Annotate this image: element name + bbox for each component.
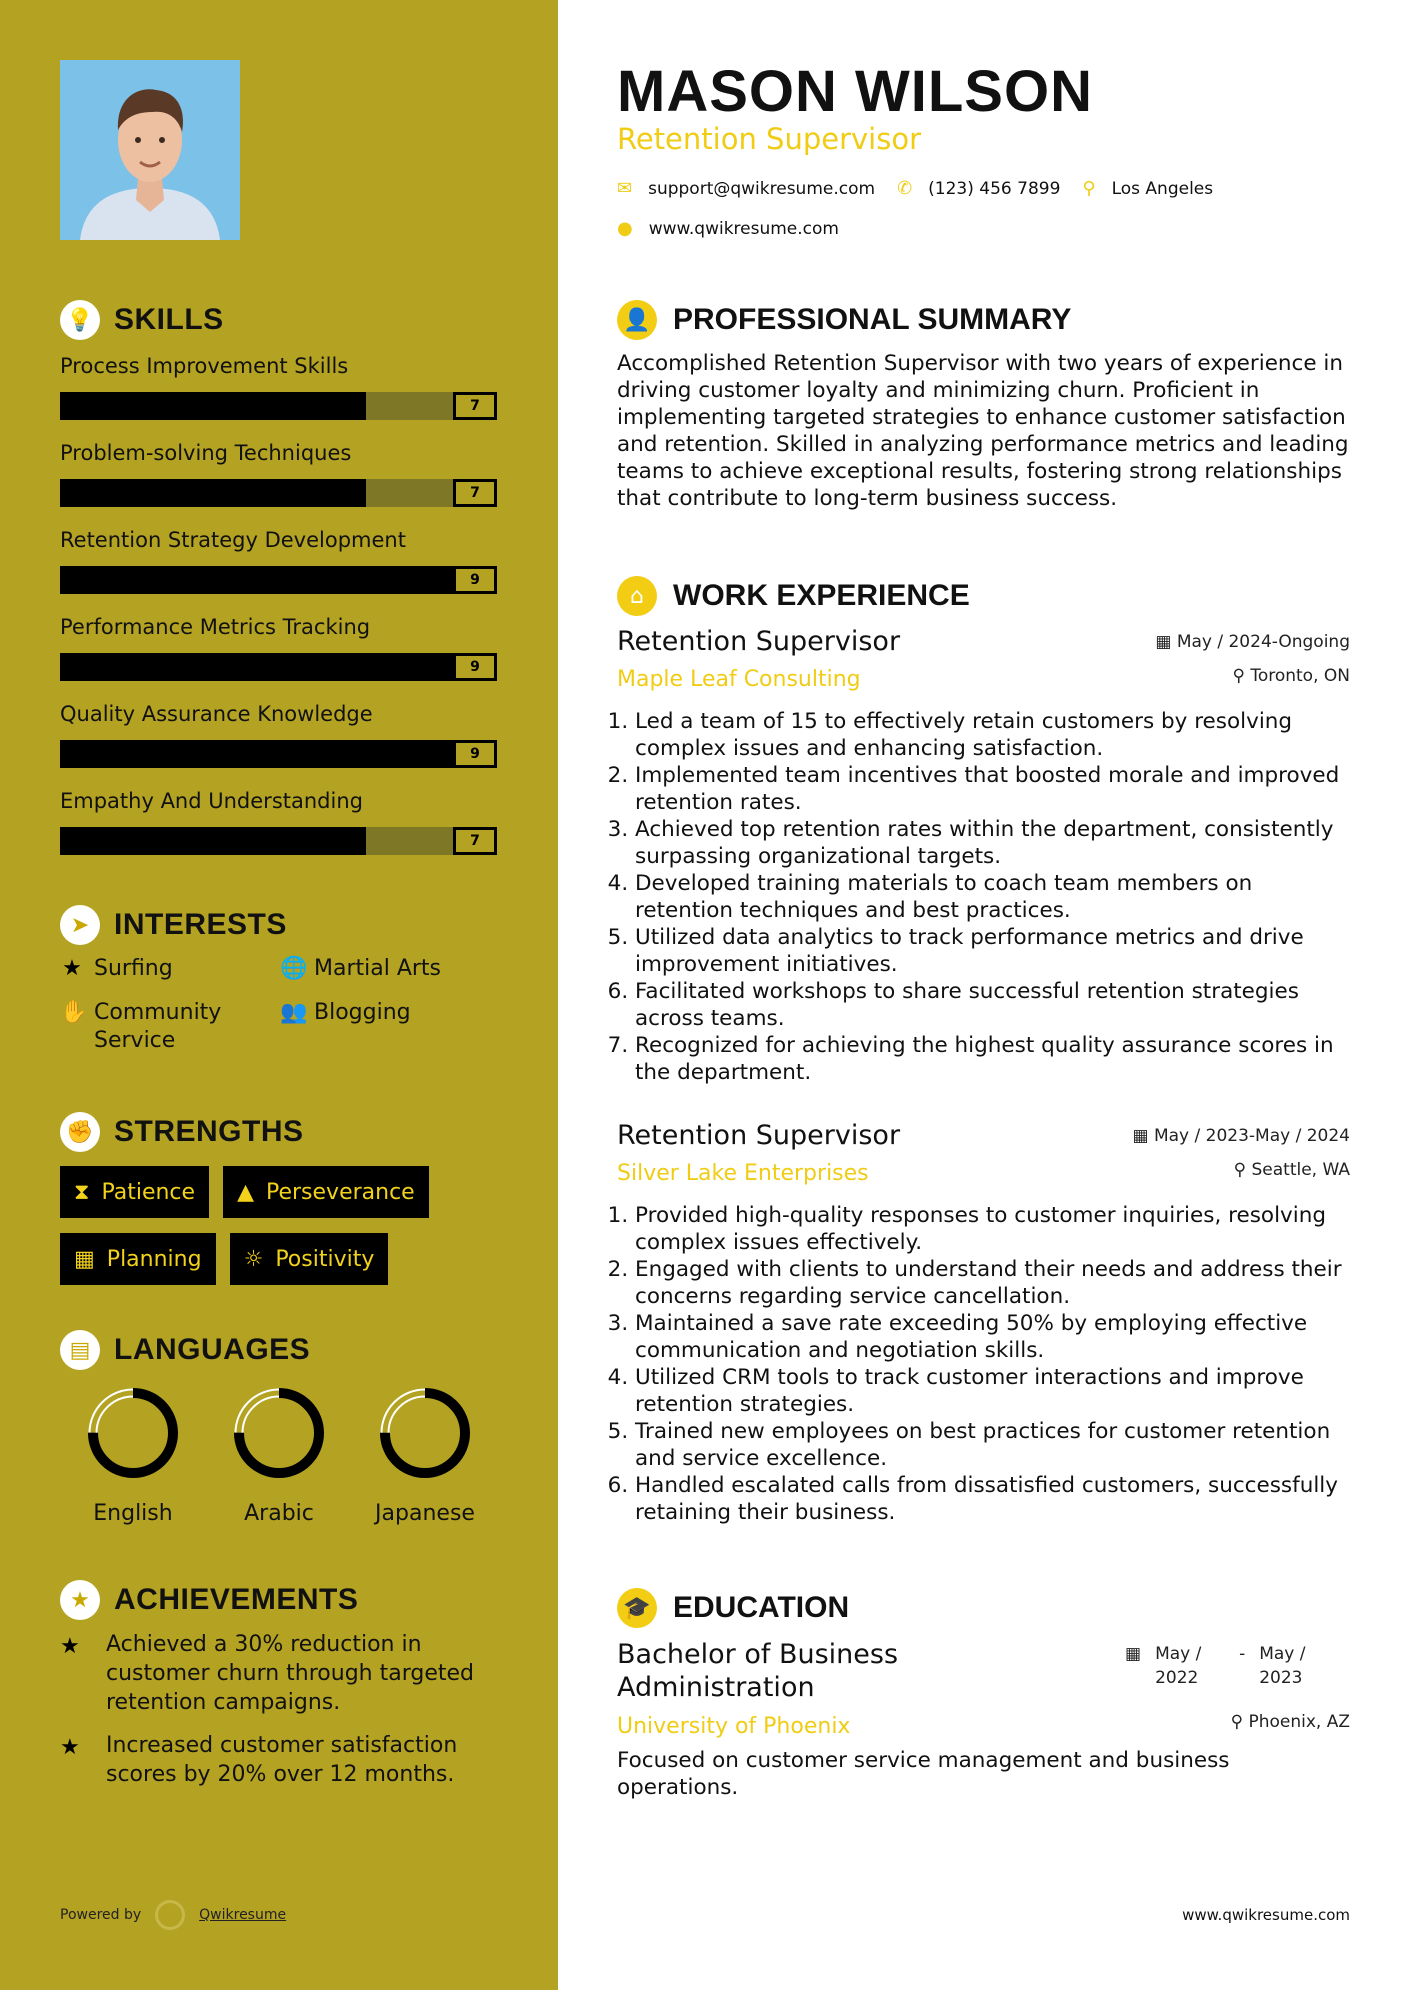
- skill-level: 9: [453, 740, 497, 768]
- experience-header: [617, 576, 970, 616]
- skill-level: 7: [453, 392, 497, 420]
- strength-chip: [223, 1166, 429, 1218]
- interest-label: Community Service: [94, 1000, 222, 1053]
- calendar-icon: ▦: [74, 1246, 95, 1272]
- globe-icon: ●: [617, 218, 633, 239]
- skill-name: Process Improvement Skills: [60, 354, 349, 378]
- skill-item: [60, 785, 500, 872]
- strength-label: Perseverance: [265, 1179, 415, 1205]
- calendar-icon: ▦: [1125, 1644, 1142, 1664]
- languages-list: [60, 1385, 500, 1526]
- interest-label: Martial Arts: [314, 956, 442, 981]
- pin-icon: ⚲: [1232, 666, 1251, 686]
- achievements-title: ACHIEVEMENTS: [114, 1583, 359, 1616]
- skill-bar: [60, 566, 497, 594]
- sidebar: [0, 0, 558, 1990]
- skills-header: [60, 300, 224, 340]
- graduate-icon: 🎓: [617, 1588, 657, 1628]
- globe-icon: 🌐: [280, 956, 308, 981]
- language-item: [352, 1385, 498, 1526]
- job-company: Silver Lake Enterprises: [617, 1161, 869, 1186]
- job-date: [1133, 1126, 1351, 1146]
- profile-photo: [60, 60, 240, 240]
- skill-item: [60, 437, 500, 524]
- job-entry: [617, 1120, 1350, 1526]
- job-bullet: 1. Provided high-quality responses to customer inquiries, resolving complex issues effectively.: [635, 1202, 1350, 1256]
- job-role: Retention Supervisor: [617, 626, 901, 657]
- job-bullet: 3. Maintained a save rate exceeding 50% by employing effective communication and negotiation skills.: [635, 1310, 1350, 1364]
- skill-bar: [60, 392, 497, 420]
- education-location-text: Phoenix, AZ: [1248, 1712, 1350, 1732]
- education-header: [617, 1588, 849, 1628]
- star-icon: ★: [62, 956, 82, 981]
- fist-icon: ✊: [60, 1112, 100, 1152]
- shooting-star-icon: ★: [60, 1634, 80, 1659]
- education-description: Focused on customer service management and business operations.: [617, 1748, 1230, 1800]
- interest-label: Surfing: [94, 956, 173, 981]
- star-badge-icon: ★: [60, 1580, 100, 1620]
- job-bullet: 5. Utilized data analytics to track performance metrics and drive improvement initiatives.: [635, 924, 1350, 978]
- skills-title: SKILLS: [114, 303, 224, 336]
- summary-title: PROFESSIONAL SUMMARY: [673, 303, 1072, 336]
- job-date: [1155, 632, 1350, 652]
- strength-chip: [230, 1233, 389, 1285]
- education-start: May / 2022: [1155, 1644, 1202, 1688]
- education-end: May / 2023: [1259, 1644, 1306, 1688]
- job-bullet: 1. Led a team of 15 to effectively retain customers by resolving complex issues and enhancing satisfaction.: [635, 708, 1350, 762]
- contact-email[interactable]: support@qwikresume.com: [648, 178, 876, 199]
- achievement-text: Increased customer satisfaction scores by 20% over 12 months.: [106, 1733, 458, 1787]
- education-school: University of Phoenix: [617, 1714, 851, 1739]
- achievement-text: Achieved a 30% reduction in customer churn through targeted retention campaigns.: [106, 1632, 474, 1715]
- skills-list: [60, 350, 500, 872]
- phone-icon: ✆: [897, 178, 913, 199]
- skill-level: 9: [453, 653, 497, 681]
- contact-row: [617, 178, 1235, 199]
- users-icon: 👥: [280, 1000, 308, 1025]
- language-level-ring: [231, 1385, 327, 1481]
- job-location: [1232, 666, 1350, 686]
- strength-chip: [60, 1233, 216, 1285]
- skill-level: 7: [453, 479, 497, 507]
- skill-bar-fill: [60, 740, 453, 768]
- job-date-text: May / 2024-Ongoing: [1176, 632, 1350, 652]
- map-pin-icon: ⚲: [1082, 178, 1096, 199]
- skill-bar-fill: [60, 479, 366, 507]
- skill-item: [60, 698, 500, 785]
- skill-bar: [60, 827, 497, 855]
- strengths-header: [60, 1112, 304, 1152]
- skill-bar-fill: [60, 566, 453, 594]
- job-location: [1234, 1160, 1350, 1180]
- chair-icon: ⌂: [617, 576, 657, 616]
- pin-icon: ⚲: [1230, 1712, 1249, 1732]
- achievements-header: [60, 1580, 358, 1620]
- job-entry: [617, 626, 1350, 1086]
- job-bullet: 2. Implemented team incentives that boosted morale and improved retention rates.: [635, 762, 1350, 816]
- qwikresume-link[interactable]: Qwikresume: [199, 1907, 287, 1923]
- calendar-icon: ▦: [1155, 632, 1177, 652]
- user-icon: 👤: [617, 300, 657, 340]
- job-bullets: [617, 708, 1350, 1086]
- interests-title: INTERESTS: [114, 908, 287, 941]
- job-bullets: [617, 1202, 1350, 1526]
- hourglass-icon: ⧗: [74, 1179, 90, 1205]
- language-item: [206, 1385, 352, 1526]
- strength-label: Positivity: [275, 1246, 375, 1272]
- job-location-text: Toronto, ON: [1250, 666, 1350, 686]
- achievements-list: [60, 1630, 500, 1803]
- skill-bar-fill: [60, 827, 366, 855]
- date-separator: -: [1239, 1644, 1246, 1664]
- language-label: English: [93, 1501, 173, 1526]
- strength-chip: [60, 1166, 209, 1218]
- languages-header: [60, 1330, 310, 1370]
- job-company: Maple Leaf Consulting: [617, 667, 861, 692]
- job-bullet: 6. Handled escalated calls from dissatisfied customers, successfully retaining their business.: [635, 1472, 1350, 1526]
- interest-item: [60, 955, 280, 983]
- language-level-ring: [85, 1385, 181, 1481]
- skill-name: Empathy And Understanding: [60, 789, 363, 813]
- skill-name: Performance Metrics Tracking: [60, 615, 371, 639]
- summary-header: [617, 300, 1071, 340]
- interest-item: [60, 999, 240, 1055]
- calendar-icon: ▦: [1132, 1126, 1154, 1146]
- sun-icon: ☼: [243, 1246, 264, 1272]
- skill-item: [60, 350, 500, 437]
- skill-item: [60, 524, 500, 611]
- language-label: Arabic: [244, 1501, 314, 1526]
- languages-title: LANGUAGES: [114, 1333, 311, 1366]
- qwikresume-logo-icon: [155, 1900, 185, 1930]
- job-bullet: 5. Trained new employees on best practices for customer retention and service excellence.: [635, 1418, 1350, 1472]
- education-entry: [617, 1638, 1350, 1801]
- skill-bar: [60, 653, 497, 681]
- strength-label: Patience: [101, 1179, 196, 1205]
- contact-website[interactable]: www.qwikresume.com: [648, 218, 839, 239]
- skill-name: Retention Strategy Development: [60, 528, 406, 552]
- person-portrait-image: [60, 60, 240, 240]
- education-dates: [1125, 1642, 1329, 1690]
- skill-name: Problem-solving Techniques: [60, 441, 352, 465]
- education-location: [1231, 1712, 1350, 1732]
- skill-item: [60, 611, 500, 698]
- job-bullet: 7. Recognized for achieving the highest quality assurance scores in the department.: [635, 1032, 1350, 1086]
- strengths-title: STRENGTHS: [114, 1115, 304, 1148]
- powered-by: [60, 1900, 286, 1930]
- language-label: Japanese: [375, 1501, 475, 1526]
- footer-website[interactable]: www.qwikresume.com: [1182, 1906, 1350, 1924]
- interests-list: [60, 955, 500, 1055]
- job-bullet: 4. Developed training materials to coach team members on retention techniques and best practices.: [635, 870, 1350, 924]
- pin-icon: ⚲: [1233, 1160, 1252, 1180]
- candidate-title: Retention Supervisor: [617, 122, 922, 156]
- skill-bar: [60, 479, 497, 507]
- job-role: Retention Supervisor: [617, 1120, 901, 1151]
- experience-title: WORK EXPERIENCE: [673, 579, 970, 612]
- job-bullet: 2. Engaged with clients to understand their needs and address their concerns regarding service cancellation.: [635, 1256, 1350, 1310]
- hand-icon: ✋: [60, 1000, 88, 1025]
- envelope-icon: ✉: [617, 178, 633, 199]
- interest-label: Blogging: [314, 1000, 411, 1025]
- job-bullet: 6. Facilitated workshops to share successful retention strategies across teams.: [635, 978, 1350, 1032]
- road-icon: ▲: [237, 1179, 254, 1205]
- education-degree: Bachelor of Business Administration: [617, 1639, 899, 1703]
- shooting-star-icon: ★: [60, 1735, 80, 1760]
- language-level-ring: [377, 1385, 473, 1481]
- skill-bar-fill: [60, 392, 366, 420]
- skill-bar: [60, 740, 497, 768]
- strength-label: Planning: [106, 1246, 202, 1272]
- lightbulb-icon: 💡: [60, 300, 100, 340]
- achievement-item: [60, 1630, 500, 1717]
- skill-level: 7: [453, 827, 497, 855]
- skill-level: 9: [453, 566, 497, 594]
- achievement-item: [60, 1731, 500, 1789]
- skill-name: Quality Assurance Knowledge: [60, 702, 373, 726]
- language-item: [60, 1385, 206, 1526]
- contact-phone: (123) 456 7899: [928, 178, 1061, 199]
- contact-row-web: [617, 218, 861, 239]
- education-title: EDUCATION: [673, 1591, 850, 1624]
- job-bullet: 4. Utilized CRM tools to track customer interactions and improve retention strategies.: [635, 1364, 1350, 1418]
- strengths-list: [60, 1166, 500, 1285]
- powered-by-label: Powered by: [60, 1907, 142, 1923]
- language-card-icon: ▤: [60, 1330, 100, 1370]
- skill-bar-fill: [60, 653, 453, 681]
- summary-text: Accomplished Retention Supervisor with two years of experience in driving customer loyalty and minimizing churn. Proficient in implementing targeted strategies to enhance customer satisfaction and retention. Skilled in analyzing performance metrics and leading teams to achieve exceptional results, fostering strong relationships that contribute to long-term business success.: [617, 351, 1349, 511]
- job-bullet: 3. Achieved top retention rates within the department, consistently surpassing organizational targets.: [635, 816, 1350, 870]
- paper-plane-icon: ➤: [60, 905, 100, 945]
- interests-header: [60, 905, 287, 945]
- interest-item: [280, 999, 500, 1055]
- candidate-name: MASON WILSON: [617, 59, 1093, 124]
- contact-location: Los Angeles: [1111, 178, 1214, 199]
- job-date-text: May / 2023-May / 2024: [1153, 1126, 1350, 1146]
- interest-item: [280, 955, 500, 983]
- job-location-text: Seattle, WA: [1251, 1160, 1350, 1180]
